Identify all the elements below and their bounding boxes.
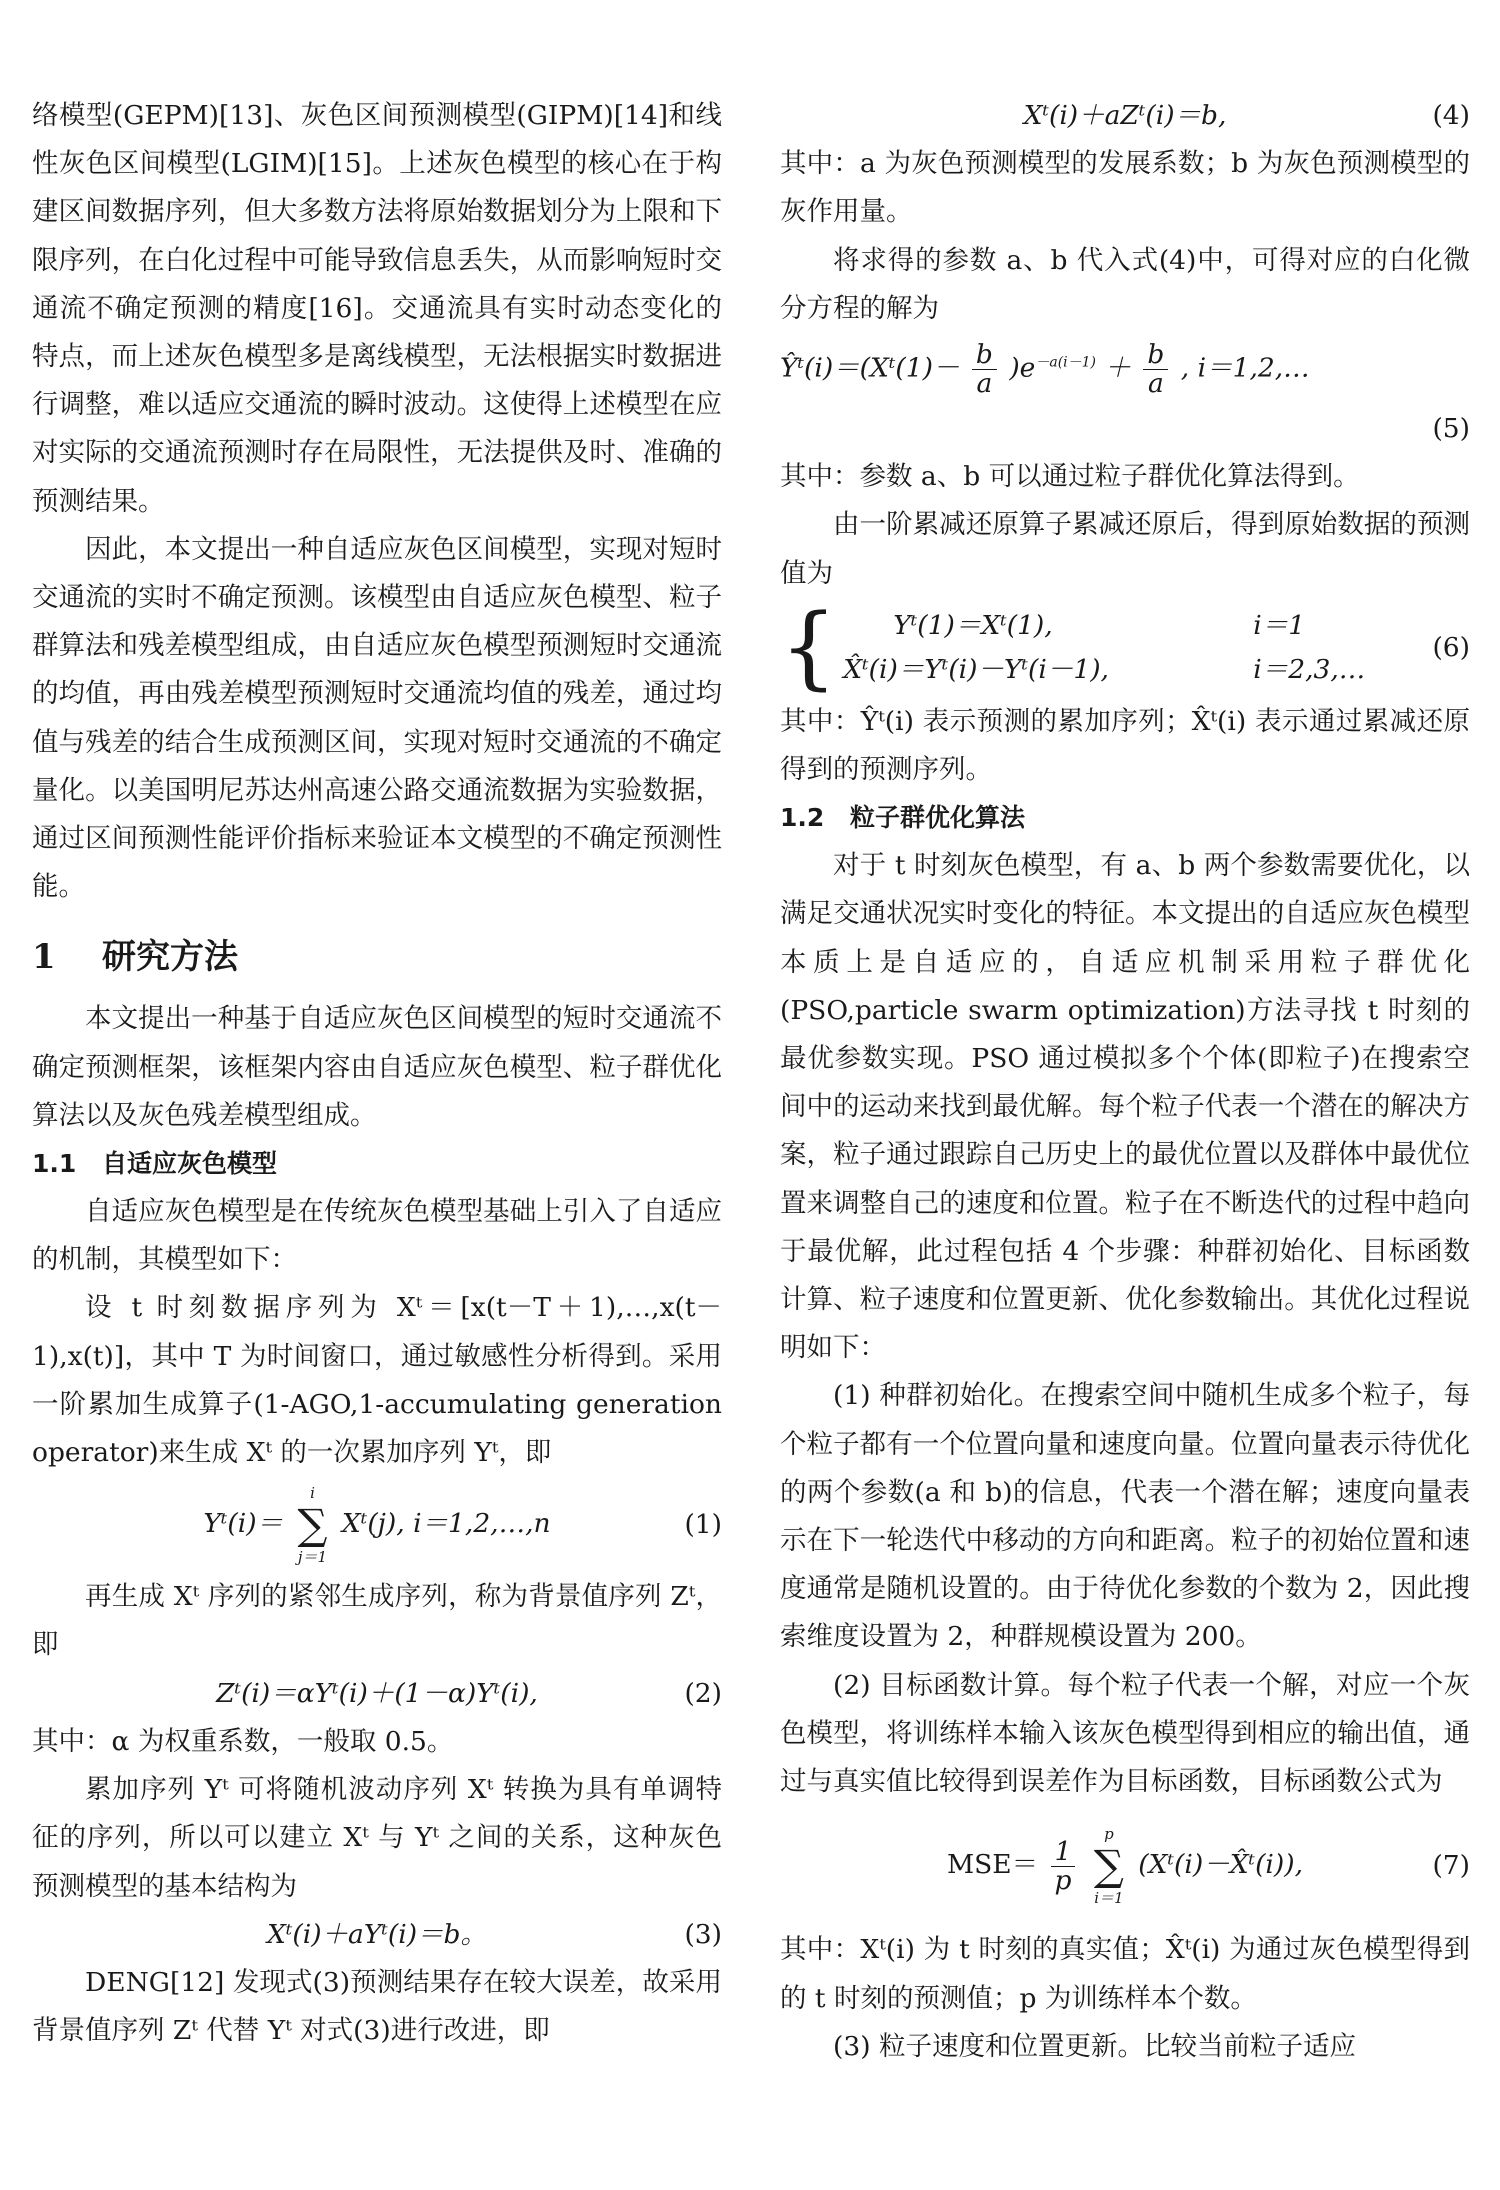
eq3-body: Xᵗ(i)＋aYᵗ(i)＝b。	[267, 1918, 487, 1950]
eq1-sum-top: i	[310, 1484, 315, 1503]
left-paragraph-3: 本文提出一种基于自适应灰色区间模型的短时交通流不确定预测框架，该框架内容由自适应灰色模型、粒子群优化算法以及灰色残差模型组成。	[32, 1003, 722, 1131]
eq7-lhs: MSE＝	[946, 1849, 1039, 1881]
subsection-heading-1-2	[780, 794, 1470, 842]
right-column	[780, 92, 1470, 2071]
subsection-number: 1.1	[32, 1149, 77, 1179]
left-column	[32, 92, 722, 2055]
section-title: 研究方法	[102, 937, 238, 978]
equation-7	[780, 1806, 1470, 1926]
right-paragraph-8: (2) 目标函数计算。每个粒子代表一个解，对应一个灰色模型，将训练样本输入该灰色模型得到相应的输出值，通过与真实值比较得到误差作为目标函数，目标函数公式为	[780, 1669, 1470, 1798]
eq5-exponent: －a(i－1)	[1035, 354, 1096, 371]
eq6-row2-right: i＝2,3,…	[1253, 653, 1366, 685]
eq7-numerator: 1	[1051, 1838, 1076, 1867]
eq1-lhs: Yᵗ(i)＝	[203, 1508, 284, 1540]
right-paragraph-6: 对于 t 时刻灰色模型，有 a、b 两个参数需要优化，以满足交通状况实时变化的特征。本文提出的自适应灰色模型本质上是自适应的，自适应机制采用粒子群优化(PSO,particle swarm optimization)方法寻找 t 时刻的最优参数实现。PSO 通过模拟多个个体(即粒子)在搜索空间中的运动来找到最优解。每个粒子代表一个潜在的解决方案，粒子通过跟踪自己历史上的最优位置以及群体中最优位置来调整自己的速度和位置。粒子在不断迭代的过程中趋向于最优解，此过程包括 4 个步骤：种群初始化、目标函数计算、粒子速度和位置更新、优化参数输出。其优化过程说明如下：	[780, 850, 1470, 1364]
eq5-numerator-2: b	[1143, 341, 1168, 370]
left-paragraph-9: DENG[12] 发现式(3)预测结果存在较大误差，故采用背景值序列 Zᵗ 代替 Yᵗ 对式(3)进行改进，即	[32, 1966, 722, 2047]
left-paragraph-8: 累加序列 Yᵗ 可将随机波动序列 Xᵗ 转换为具有单调特征的序列，所以可以建立 Xᵗ 与 Yᵗ 之间的关系，这种灰色预测模型的基本结构为	[32, 1774, 722, 1902]
equation-number: (3)	[684, 1918, 722, 1950]
eq4-body: Xᵗ(i)＋aZᵗ(i)＝b,	[1023, 100, 1227, 131]
eq5-fraction-1	[972, 338, 997, 399]
eq7-rhs: (Xᵗ(i)－X̂ᵗ(i)),	[1138, 1849, 1304, 1881]
right-paragraph-7: (1) 种群初始化。在搜索空间中随机生成多个粒子，每个粒子都有一个位置向量和速度向量。位置向量表示待优化的两个参数(a 和 b)的信息，代表一个潜在解；速度向量表示在下一轮迭代中移动的方向和距离。粒子的初始位置和速度通常是随机设置的。由于待优化参数的个数为 2，因此搜索维度设置为 2，种群规模设置为 200。	[780, 1380, 1470, 1653]
eq1-rhs: Xᵗ(j), i＝1,2,…,n	[341, 1508, 551, 1540]
equation-number: (7)	[1432, 1850, 1470, 1882]
eq5-lhs: Ŷᵗ(i)＝(Xᵗ(1)－	[780, 352, 960, 384]
eq7-sum-top: p	[1104, 1825, 1114, 1844]
eq7-fraction	[1051, 1835, 1076, 1896]
eq7-denominator: p	[1054, 1864, 1072, 1896]
equation-number: (6)	[1432, 631, 1470, 663]
eq1-sum-bottom: j＝1	[297, 1548, 328, 1567]
left-paragraph-4: 自适应灰色模型是在传统灰色模型基础上引入了自适应的机制，其模型如下：	[32, 1196, 722, 1276]
subsection-title: 粒子群优化算法	[850, 803, 1026, 833]
eq5-mid: )e	[1009, 352, 1036, 384]
right-paragraph-1: 其中：a 为灰色预测模型的发展系数；b 为灰色预测模型的灰作用量。	[780, 148, 1470, 228]
subsection-number: 1.2	[780, 803, 825, 833]
section-heading-1	[32, 933, 722, 981]
left-paragraph-1: 络模型(GEPM)[13]、灰色区间预测模型(GIPM)[14]和线性灰色区间模型(LGIM)[15]。上述灰色模型的核心在于构建区间数据序列，但大多数方法将原始数据划分为上限和下限序列，在白化过程中可能导致信息丢失，从而影响短时交通流不确定预测的精度[16]。交通流具有实时动态变化的特点，而上述灰色模型多是离线模型，无法根据实时数据进行调整，难以适应交通流的瞬时波动。这使得上述模型在应对实际的交通流预测时存在局限性，无法提供及时、准确的预测结果。	[32, 100, 722, 517]
eq5-denominator: a	[976, 367, 993, 399]
equation-2	[32, 1670, 722, 1718]
right-paragraph-10: (3) 粒子速度和位置更新。比较当前粒子适应	[833, 2030, 1356, 2062]
left-paragraph-5: 设 t 时刻数据序列为 Xᵗ＝[x(t－T＋1),…,x(t－1),x(t)]，其中 T 为时间窗口，通过敏感性分析得到。采用一阶累加生成算子(1-AGO,1-accumulating generation operator)来生成 Xᵗ 的一次累加序列 Yᵗ，即	[32, 1292, 722, 1469]
equation-3	[32, 1911, 722, 1959]
right-paragraph-3: 其中：参数 a、b 可以通过粒子群优化算法得到。	[780, 461, 1360, 493]
eq5-rhs: , i＝1,2,…	[1180, 352, 1310, 384]
eq6-row1-right: i＝1	[1253, 609, 1306, 641]
equation-5	[780, 333, 1470, 405]
equation-4	[780, 92, 1470, 140]
equation-1	[32, 1477, 722, 1573]
summation-symbol: p ∑ i＝1	[1093, 1825, 1124, 1908]
right-paragraph-4: 由一阶累减还原算子累减还原后，得到原始数据的预测值为	[780, 509, 1470, 589]
eq5-denominator-2: a	[1147, 367, 1164, 399]
right-paragraph-2: 将求得的参数 a、b 代入式(4)中，可得对应的白化微分方程的解为	[780, 244, 1470, 324]
right-paragraph-9: 其中：Xᵗ(i) 为 t 时刻的真实值；X̂ᵗ(i) 为通过灰色模型得到的 t 时刻的预测值；p 为训练样本个数。	[780, 1934, 1470, 2014]
left-paragraph-7: 其中：α 为权重系数，一般取 0.5。	[32, 1725, 454, 1757]
summation-symbol: i ∑ j＝1	[297, 1484, 328, 1567]
eq7-sum-bottom: i＝1	[1094, 1889, 1124, 1908]
left-brace: {	[780, 594, 838, 700]
left-paragraph-6: 再生成 Xᵗ 序列的紧邻生成序列，称为背景值序列 Zᵗ，即	[32, 1581, 722, 1661]
subsection-heading-1-1	[32, 1140, 722, 1188]
equation-number: (4)	[1432, 100, 1470, 131]
equation-number: (1)	[684, 1509, 722, 1541]
eq5-fraction-2	[1143, 338, 1168, 399]
eq2-body: Zᵗ(i)＝αYᵗ(i)＋(1－α)Yᵗ(i),	[216, 1677, 538, 1709]
eq5-numerator: b	[972, 341, 997, 370]
subsection-title: 自适应灰色模型	[102, 1149, 278, 1179]
eq5-plus: ＋	[1104, 352, 1131, 384]
equation-number: (5)	[1432, 413, 1470, 445]
eq6-row2-left: X̂ᵗ(i)＝Yᵗ(i)－Yᵗ(i－1),	[843, 653, 1109, 685]
left-paragraph-2: 因此，本文提出一种自适应灰色区间模型，实现对短时交通流的实时不确定预测。该模型由自适应灰色模型、粒子群算法和残差模型组成，由自适应灰色模型预测短时交通流的均值，再由残差模型预测短时交通流均值的残差，通过均值与残差的结合生成预测区间，实现对短时交通流的不确定量化。以美国明尼苏达州高速公路交通流数据为实验数据，通过区间预测性能评价指标来验证本文模型的不确定预测性能。	[32, 533, 722, 903]
equation-6	[780, 594, 1470, 700]
section-number: 1	[32, 937, 56, 978]
eq6-row1-left: Yᵗ(1)＝Xᵗ(1),	[893, 609, 1053, 641]
right-paragraph-5: 其中：Ŷᵗ(i) 表示预测的累加序列；X̂ᵗ(i) 表示通过累减还原得到的预测序列。	[780, 705, 1470, 786]
equation-number: (2)	[684, 1677, 722, 1709]
